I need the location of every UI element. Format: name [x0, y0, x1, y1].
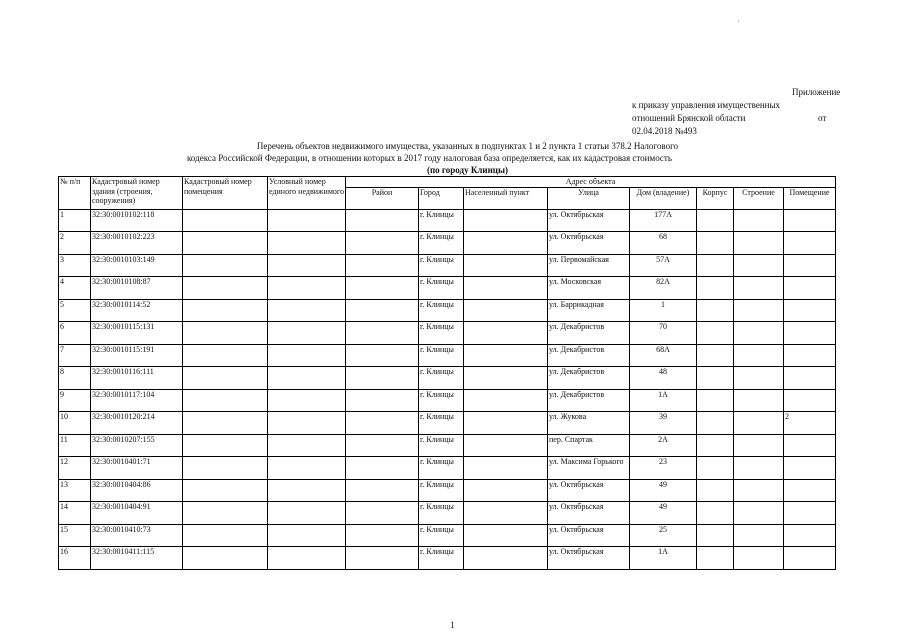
cell-conditional: [268, 389, 346, 412]
table-row: [59, 367, 836, 390]
cell-street: ул. Октябрьская: [548, 479, 630, 502]
cell-street: ул. Декабристов: [548, 367, 630, 390]
cell-structure: [734, 457, 784, 480]
cell-cad-building: 32:30:0010207:155: [91, 434, 183, 457]
cell-structure: [734, 547, 784, 570]
property-table: [58, 176, 836, 570]
appendix-authority-line: отношений Брянской области: [632, 113, 746, 123]
cell-house: 177А: [630, 209, 697, 232]
header-locality: Населенный пункт: [464, 187, 548, 209]
cell-structure: [734, 209, 784, 232]
cell-block: [697, 502, 734, 525]
cell-cad-room: [183, 367, 268, 390]
cell-street: ул. Баррикадная: [548, 299, 630, 322]
cell-district: [346, 322, 419, 345]
cell-locality: [464, 367, 548, 390]
cell-house: 70: [630, 322, 697, 345]
header-city: Город: [419, 187, 464, 209]
cell-structure: [734, 232, 784, 255]
cell-conditional: [268, 457, 346, 480]
cell-cad-room: [183, 232, 268, 255]
cell-cad-room: [183, 322, 268, 345]
cell-block: [697, 277, 734, 300]
cell-block: [697, 209, 734, 232]
cell-cad-building: 32:30:0010103:149: [91, 254, 183, 277]
cell-structure: [734, 344, 784, 367]
cell-street: ул. Декабристов: [548, 322, 630, 345]
cell-cad-building: 32:30:0010404:91: [91, 502, 183, 525]
cell-district: [346, 547, 419, 570]
cell-num: 10: [59, 412, 91, 435]
cell-num: 13: [59, 479, 91, 502]
cell-structure: [734, 389, 784, 412]
cell-street: ул. Октябрьская: [548, 209, 630, 232]
cell-district: [346, 457, 419, 480]
cell-cad-room: [183, 502, 268, 525]
cell-block: [697, 412, 734, 435]
table-row: [59, 547, 836, 570]
header-structure: Строение: [734, 187, 784, 209]
cell-conditional: [268, 277, 346, 300]
cell-num: 14: [59, 502, 91, 525]
appendix-from-label: от: [818, 113, 827, 123]
cell-district: [346, 254, 419, 277]
cell-block: [697, 434, 734, 457]
table-row: [59, 457, 836, 480]
cell-locality: [464, 547, 548, 570]
cell-structure: [734, 254, 784, 277]
cell-district: [346, 367, 419, 390]
appendix-title: Приложение: [792, 87, 841, 97]
cell-conditional: [268, 502, 346, 525]
cell-room: [784, 367, 836, 390]
cell-cad-building: 32:30:0010115:191: [91, 344, 183, 367]
table-row: [59, 277, 836, 300]
table-body: [59, 209, 836, 569]
cell-city: г. Клинцы: [419, 322, 464, 345]
cell-room: 2: [784, 412, 836, 435]
table-row: [59, 344, 836, 367]
cell-cad-building: 32:30:0010410:73: [91, 524, 183, 547]
cell-block: [697, 322, 734, 345]
cell-num: 9: [59, 389, 91, 412]
cell-structure: [734, 299, 784, 322]
table-row: [59, 254, 836, 277]
cell-room: [784, 232, 836, 255]
cell-locality: [464, 254, 548, 277]
cell-locality: [464, 322, 548, 345]
cell-city: г. Клинцы: [419, 457, 464, 480]
cell-room: [784, 389, 836, 412]
document-title-city: (по городу Клинцы): [427, 165, 508, 175]
header-num: № п/п: [59, 177, 91, 210]
cell-city: г. Клинцы: [419, 344, 464, 367]
cell-num: 7: [59, 344, 91, 367]
cell-room: [784, 344, 836, 367]
cell-house: 1: [630, 299, 697, 322]
cell-street: ул. Декабристов: [548, 344, 630, 367]
cell-cad-building: 32:30:0010411:115: [91, 547, 183, 570]
cell-conditional: [268, 299, 346, 322]
cell-cad-building: 32:30:0010116:111: [91, 367, 183, 390]
cell-locality: [464, 232, 548, 255]
cell-num: 16: [59, 547, 91, 570]
cell-conditional: [268, 479, 346, 502]
cell-district: [346, 232, 419, 255]
cell-room: [784, 479, 836, 502]
header-cad-building: Кадастровый номер здания (строения, сооружения): [91, 177, 183, 210]
table-row: [59, 322, 836, 345]
document-title-line2: кодекса Российской Федерации, в отношении которых в 2017 году налоговая база определяется, как их кадастровая стоимость: [187, 153, 672, 163]
cell-street: ул. Октябрьская: [548, 524, 630, 547]
cell-structure: [734, 434, 784, 457]
cell-house: 39: [630, 412, 697, 435]
table-row: [59, 299, 836, 322]
cell-locality: [464, 502, 548, 525]
cell-locality: [464, 457, 548, 480]
cell-block: [697, 367, 734, 390]
cell-room: [784, 277, 836, 300]
cell-house: 68А: [630, 344, 697, 367]
cell-city: г. Клинцы: [419, 277, 464, 300]
cell-city: г. Клинцы: [419, 412, 464, 435]
header-street: Улица: [548, 187, 630, 209]
cell-conditional: [268, 232, 346, 255]
cell-cad-room: [183, 389, 268, 412]
cell-room: [784, 524, 836, 547]
header-house: Дом (владение): [630, 187, 697, 209]
header-room: Помещение: [784, 187, 836, 209]
cell-num: 4: [59, 277, 91, 300]
cell-district: [346, 277, 419, 300]
cell-cad-room: [183, 479, 268, 502]
cell-cad-building: 32:30:0010120:214: [91, 412, 183, 435]
cell-conditional: [268, 434, 346, 457]
cell-num: 1: [59, 209, 91, 232]
cell-district: [346, 524, 419, 547]
cell-structure: [734, 367, 784, 390]
cell-street: пер. Спартак: [548, 434, 630, 457]
cell-num: 8: [59, 367, 91, 390]
cell-conditional: [268, 254, 346, 277]
cell-locality: [464, 277, 548, 300]
cell-house: 1А: [630, 389, 697, 412]
cell-district: [346, 479, 419, 502]
cell-conditional: [268, 322, 346, 345]
cell-block: [697, 547, 734, 570]
cell-conditional: [268, 412, 346, 435]
cell-cad-room: [183, 524, 268, 547]
cell-room: [784, 322, 836, 345]
cell-street: ул. Декабристов: [548, 389, 630, 412]
cell-room: [784, 299, 836, 322]
cell-locality: [464, 479, 548, 502]
cell-structure: [734, 479, 784, 502]
cell-cad-room: [183, 299, 268, 322]
cell-cad-room: [183, 344, 268, 367]
cell-cad-building: 32:30:0010401:71: [91, 457, 183, 480]
header-conditional: Условный номер единого недвижимого: [268, 177, 346, 210]
cell-structure: [734, 277, 784, 300]
cell-locality: [464, 344, 548, 367]
cell-city: г. Клинцы: [419, 524, 464, 547]
cell-house: 1А: [630, 547, 697, 570]
cell-district: [346, 412, 419, 435]
cell-cad-room: [183, 434, 268, 457]
cell-room: [784, 209, 836, 232]
cell-cad-room: [183, 209, 268, 232]
header-block: Корпус: [697, 187, 734, 209]
cell-num: 5: [59, 299, 91, 322]
table-row: [59, 389, 836, 412]
cell-street: ул. Октябрьская: [548, 502, 630, 525]
cell-conditional: [268, 367, 346, 390]
cell-house: 2А: [630, 434, 697, 457]
cell-district: [346, 502, 419, 525]
scan-speck: [738, 20, 739, 22]
cell-street: ул. Максима Горького: [548, 457, 630, 480]
cell-block: [697, 254, 734, 277]
cell-num: 11: [59, 434, 91, 457]
cell-structure: [734, 412, 784, 435]
cell-city: г. Клинцы: [419, 389, 464, 412]
cell-room: [784, 434, 836, 457]
cell-district: [346, 344, 419, 367]
cell-city: г. Клинцы: [419, 479, 464, 502]
cell-street: ул. Октябрьская: [548, 547, 630, 570]
cell-conditional: [268, 209, 346, 232]
cell-cad-building: 32:30:0010117:104: [91, 389, 183, 412]
cell-house: 23: [630, 457, 697, 480]
cell-block: [697, 299, 734, 322]
document-title-line1: Перечень объектов недвижимого имущества, указанных в подпунктах 1 и 2 пункта 1 статьи 378.2 Налогового: [256, 141, 679, 151]
appendix-date-number: 02.04.2018 №493: [632, 126, 697, 136]
cell-cad-building: 32:30:0010102:223: [91, 232, 183, 255]
cell-cad-building: 32:30:0010115:131: [91, 322, 183, 345]
table-row: [59, 434, 836, 457]
cell-num: 12: [59, 457, 91, 480]
cell-cad-building: 32:30:0010114:52: [91, 299, 183, 322]
cell-room: [784, 547, 836, 570]
cell-cad-room: [183, 457, 268, 480]
table-row: [59, 209, 836, 232]
cell-conditional: [268, 344, 346, 367]
cell-cad-room: [183, 412, 268, 435]
cell-district: [346, 389, 419, 412]
cell-city: г. Клинцы: [419, 209, 464, 232]
cell-city: г. Клинцы: [419, 254, 464, 277]
cell-structure: [734, 524, 784, 547]
cell-cad-room: [183, 254, 268, 277]
cell-num: 2: [59, 232, 91, 255]
cell-locality: [464, 412, 548, 435]
cell-city: г. Клинцы: [419, 367, 464, 390]
cell-block: [697, 232, 734, 255]
cell-street: ул. Первомайская: [548, 254, 630, 277]
cell-cad-room: [183, 277, 268, 300]
cell-city: г. Клинцы: [419, 299, 464, 322]
cell-room: [784, 502, 836, 525]
table-row: [59, 524, 836, 547]
cell-conditional: [268, 547, 346, 570]
cell-num: 15: [59, 524, 91, 547]
cell-house: 49: [630, 479, 697, 502]
cell-room: [784, 254, 836, 277]
cell-cad-building: 32:30:0010102:118: [91, 209, 183, 232]
cell-cad-building: 32:30:0010404:86: [91, 479, 183, 502]
cell-house: 57А: [630, 254, 697, 277]
header-district: Район: [346, 187, 419, 209]
cell-house: 48: [630, 367, 697, 390]
cell-locality: [464, 434, 548, 457]
cell-street: ул. Московская: [548, 277, 630, 300]
cell-locality: [464, 389, 548, 412]
cell-structure: [734, 322, 784, 345]
cell-locality: [464, 209, 548, 232]
cell-district: [346, 299, 419, 322]
cell-house: 68: [630, 232, 697, 255]
cell-block: [697, 524, 734, 547]
cell-street: ул. Октябрьская: [548, 232, 630, 255]
table-row: [59, 502, 836, 525]
cell-street: ул. Жукова: [548, 412, 630, 435]
cell-num: 6: [59, 322, 91, 345]
table-row: [59, 479, 836, 502]
cell-structure: [734, 502, 784, 525]
cell-city: г. Клинцы: [419, 232, 464, 255]
cell-room: [784, 457, 836, 480]
page-number: 1: [450, 620, 455, 630]
cell-locality: [464, 299, 548, 322]
cell-city: г. Клинцы: [419, 547, 464, 570]
cell-block: [697, 344, 734, 367]
table-row: [59, 412, 836, 435]
cell-locality: [464, 524, 548, 547]
cell-city: г. Клинцы: [419, 434, 464, 457]
cell-house: 49: [630, 502, 697, 525]
cell-conditional: [268, 524, 346, 547]
cell-block: [697, 389, 734, 412]
header-cad-room: Кадастровый номер помещения: [183, 177, 268, 210]
header-address: Адрес объекта: [346, 177, 836, 188]
cell-block: [697, 457, 734, 480]
cell-city: г. Клинцы: [419, 502, 464, 525]
cell-district: [346, 434, 419, 457]
appendix-order-line: к приказу управления имущественных: [632, 100, 781, 110]
cell-house: 82А: [630, 277, 697, 300]
cell-block: [697, 479, 734, 502]
cell-district: [346, 209, 419, 232]
table-row: [59, 232, 836, 255]
cell-num: 3: [59, 254, 91, 277]
cell-cad-room: [183, 547, 268, 570]
cell-house: 25: [630, 524, 697, 547]
cell-cad-building: 32:30:0010108:87: [91, 277, 183, 300]
